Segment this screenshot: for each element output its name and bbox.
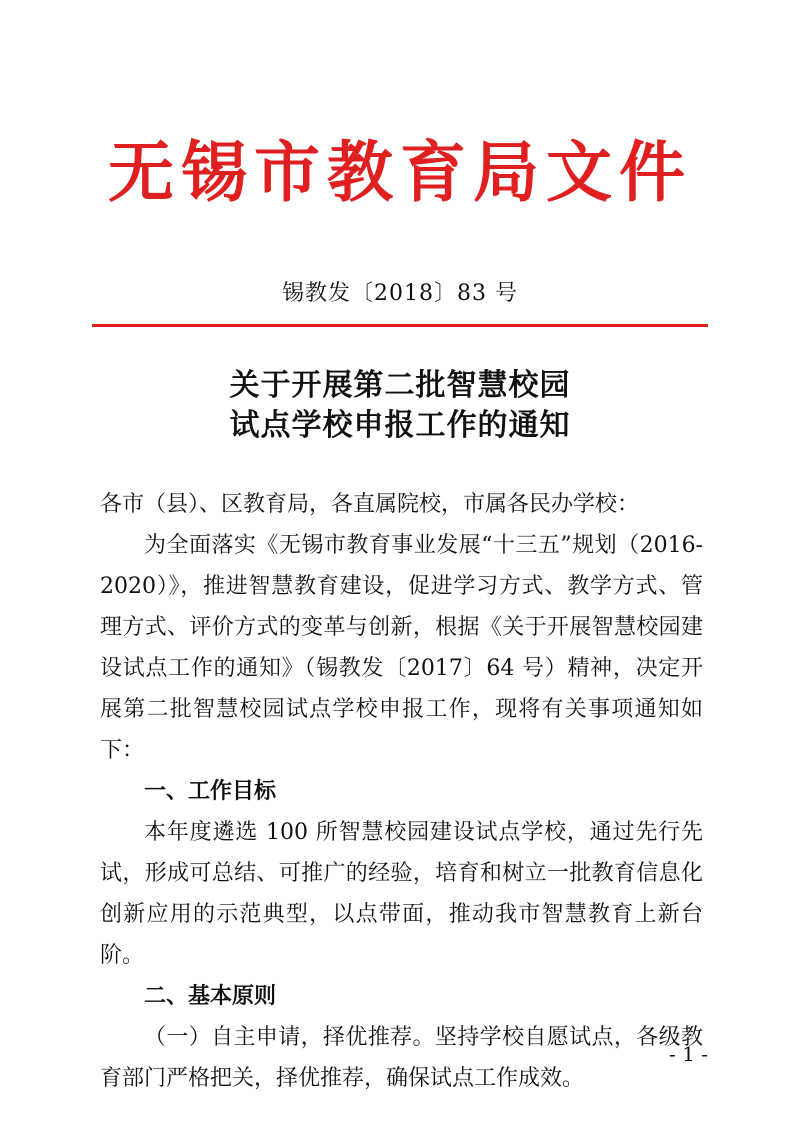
section-text-goals: 本年度遴选 100 所智慧校园建设试点学校，通过先行先试，形成可总结、可推广的经验，培育和树立一批教育信息化创新应用的示范典型，以点带面，推动我市智慧教育上新台阶。 — [100, 820, 703, 968]
intro-paragraph: 为全面落实《无锡市教育事业发展“十三五”规划（2016-2020）》，推进智慧教育建设，促进学习方式、教学方式、管理方式、评价方式的变革与创新，根据《关于开展智慧校园建设试点工作的通知》（锡教发〔2017〕64 号）精神，决定开展第二批智慧校园试点学校申报工作，现将有关事项通知如下： — [100, 533, 703, 763]
red-divider-line — [92, 324, 708, 327]
issuer-header-title: 无锡市教育局文件 — [108, 134, 692, 211]
section-heading-principles: 二、基本原则 — [144, 984, 277, 1009]
notice-title — [0, 366, 800, 446]
document-body — [100, 484, 703, 1099]
page-number: - 1 - — [669, 1042, 708, 1066]
document-number: 锡教发〔2018〕83 号 — [282, 281, 518, 306]
notice-title-line-1: 关于开展第二批智慧校园 — [229, 368, 571, 403]
principle-item-1: （一）自主申请，择优推荐。坚持学校自愿试点，各级教育部门严格把关，择优推荐，确保试点工作成效。 — [100, 1025, 703, 1091]
notice-title-line-2: 试点学校申报工作的通知 — [229, 408, 571, 443]
salutation: 各市（县）、区教育局，各直属院校，市属各民办学校： — [100, 492, 640, 517]
section-heading-goals: 一、工作目标 — [144, 779, 277, 804]
